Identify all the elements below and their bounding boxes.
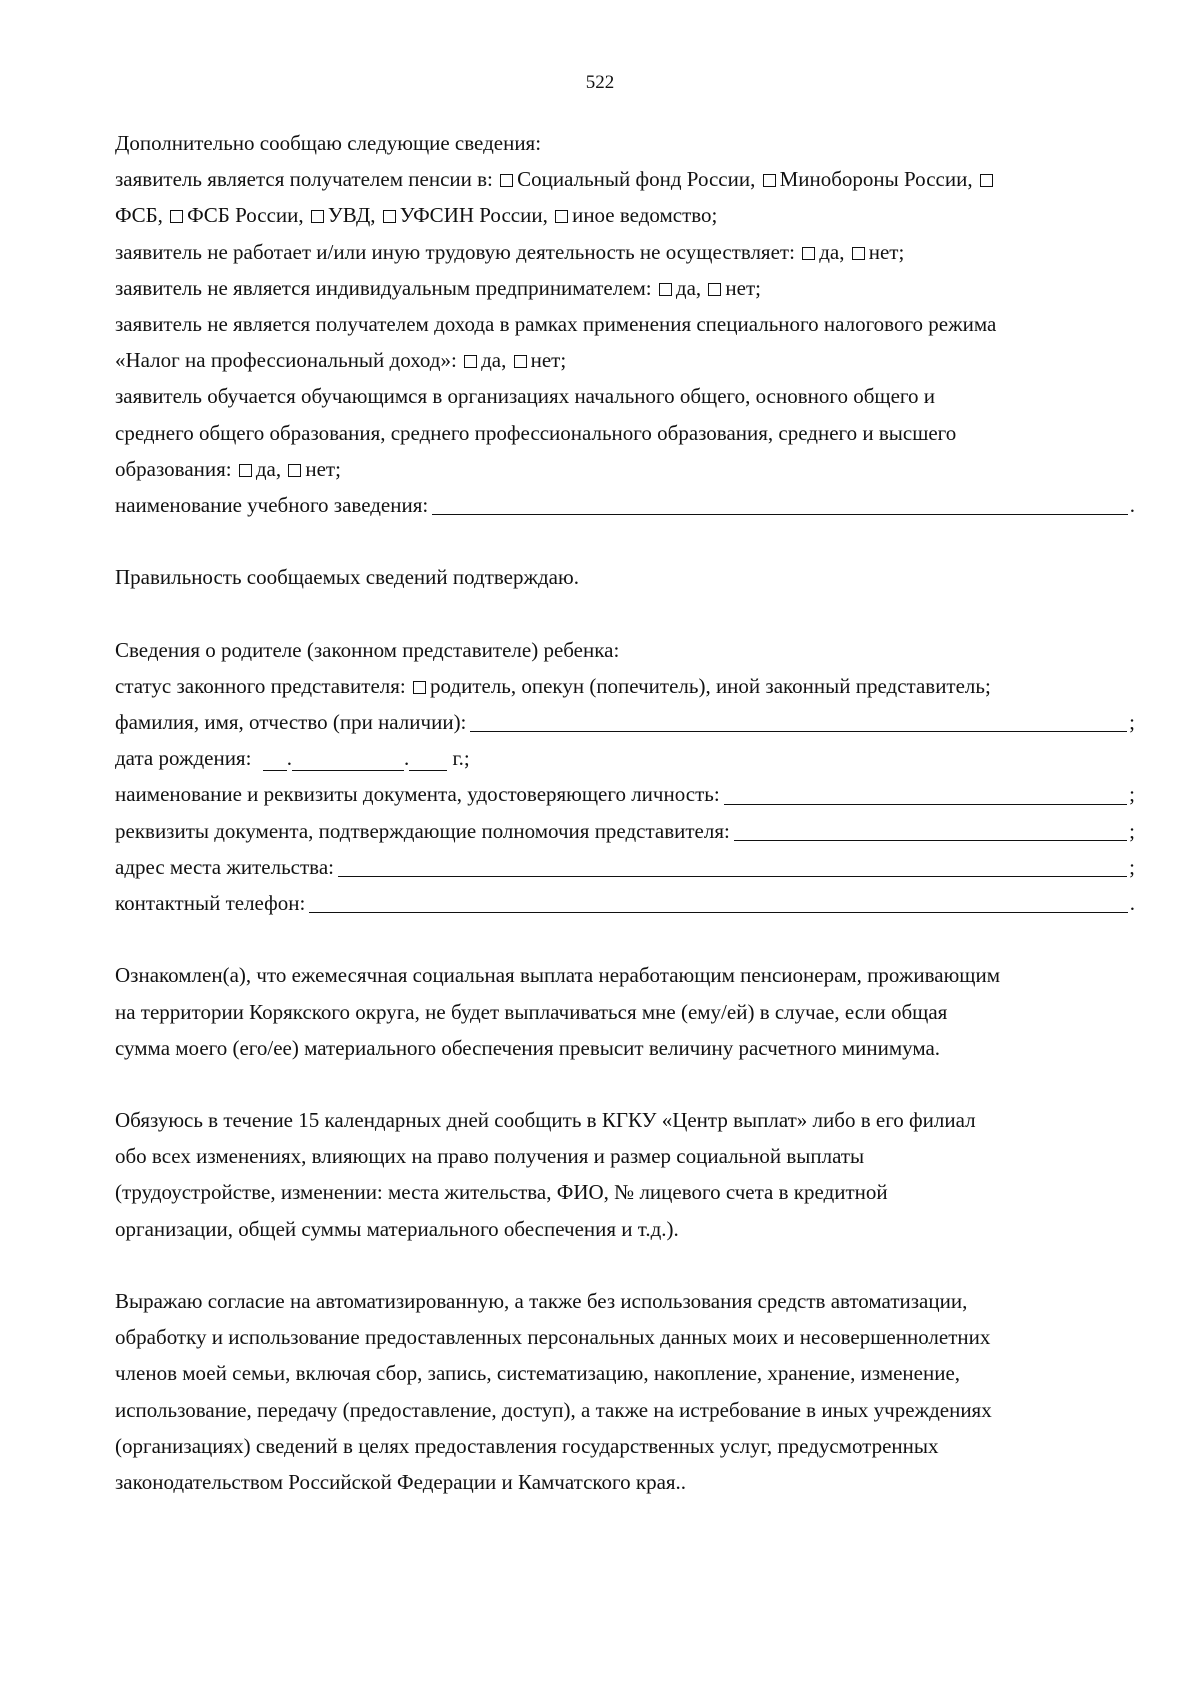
pension-line-2	[115, 197, 1135, 233]
yes-label: да,	[819, 239, 845, 264]
edu-line-3	[115, 451, 1135, 487]
parent-status-line	[115, 668, 1135, 704]
paragraph-line: Выражаю согласие на автоматизированную, а также без использования средств автоматизации,	[115, 1289, 968, 1313]
edu-line-2: среднего общего образования, среднего профессионального образования, среднего и высшего	[115, 420, 957, 445]
school-name-label: наименование учебного заведения:	[115, 492, 429, 517]
parent-phone-label: контактный телефон:	[115, 890, 306, 915]
yes-label: да,	[675, 275, 702, 300]
paragraph-line: (трудоустройстве, изменении: места жительства, ФИО, № лицевого счета в кредитной	[115, 1180, 888, 1205]
npd-label: «Налог на профессиональный доход»:	[115, 348, 457, 373]
parent-fio-line	[115, 704, 1135, 740]
checkbox-edu-yes[interactable]	[239, 464, 252, 477]
paragraph-line: организации, общей суммы материального обеспечения и т.д.).	[115, 1216, 679, 1241]
spacer	[115, 595, 1135, 631]
pension-option-other: иное ведомство;	[572, 203, 718, 228]
paragraph-line: обработку и использование предоставленных персональных данных моих и несовершеннолетних	[115, 1325, 991, 1350]
parent-fio-label: фамилия, имя, отчество (при наличии):	[115, 710, 467, 734]
page-number: 522	[585, 72, 615, 93]
additional-heading: Дополнительно сообщаю следующие сведения:	[115, 131, 542, 155]
period: .	[1129, 890, 1135, 915]
npd-line-2	[115, 342, 1135, 378]
parent-status-options: родитель, опекун (попечитель), иной законный представитель;	[430, 673, 991, 698]
parent-authority-doc-line	[115, 813, 1135, 849]
yes-label: да,	[481, 348, 507, 373]
parent-birth-label: дата рождения:	[115, 746, 252, 771]
checkbox-not-ip-no[interactable]	[708, 283, 721, 296]
checkbox-other-agency[interactable]	[555, 210, 568, 223]
end-period: .	[1129, 492, 1135, 517]
checkbox-social-fund[interactable]	[500, 174, 513, 187]
checkbox-parent-status[interactable]	[413, 681, 426, 694]
consent-paragraph	[115, 1283, 1135, 1500]
parent-address-label: адрес места жительства:	[115, 854, 334, 879]
pension-option-social-fund: Социальный фонд России,	[517, 167, 756, 192]
parent-authority-doc-field[interactable]	[734, 839, 1127, 841]
pension-line-1	[115, 161, 1135, 197]
yes-label: да,	[255, 456, 282, 481]
parent-id-doc-label: наименование и реквизиты документа, удостоверяющего личность:	[115, 782, 720, 807]
checkbox-fsb-russia[interactable]	[170, 210, 183, 223]
checkbox-fsb[interactable]	[980, 174, 993, 187]
parent-birth-line: дата рождения: . . г.;	[115, 746, 470, 771]
not-working-line	[115, 234, 1135, 270]
paragraph-line: законодательством Российской Федерации и Камчатского края..	[115, 1469, 687, 1494]
pension-option-minoborony: Минобороны России,	[779, 167, 973, 192]
checkbox-npd-no[interactable]	[514, 355, 527, 368]
not-ip-label: заявитель не является индивидуальным предпринимателем:	[115, 275, 652, 300]
birth-day-field[interactable]	[263, 750, 287, 771]
parent-phone-field[interactable]	[309, 911, 1127, 913]
npd-line-1: заявитель не является получателем дохода в рамках применения специального налогового режима	[115, 311, 997, 336]
semicolon: ;	[1129, 710, 1135, 734]
paragraph-line: на территории Корякского округа, не будет выплачиваться мне (ему/ей) в случае, если общая	[115, 999, 948, 1024]
checkbox-ufsin[interactable]	[383, 210, 396, 223]
pension-option-uvd: УВД,	[327, 203, 376, 228]
paragraph-line: Ознакомлен(а), что ежемесячная социальная выплата неработающим пенсионерам, проживающим	[115, 963, 1000, 988]
confirm-statement: Правильность сообщаемых сведений подтверждаю.	[115, 565, 579, 590]
no-label: нет;	[305, 456, 341, 481]
paragraph-line: членов моей семьи, включая сбор, запись, систематизацию, накопление, хранение, изменение,	[115, 1361, 961, 1386]
parent-address-line	[115, 849, 1135, 885]
birth-month-field[interactable]	[292, 750, 404, 771]
parent-fio-field[interactable]	[470, 730, 1127, 732]
checkbox-uvd[interactable]	[311, 210, 324, 223]
school-name-line	[115, 487, 1135, 523]
no-label: нет;	[868, 239, 905, 264]
pension-option-ufsin: УФСИН России,	[399, 203, 548, 228]
semicolon: ;	[1129, 782, 1135, 807]
paragraph-line: (организациях) сведений в целях предоставления государственных услуг, предусмотренных	[115, 1433, 939, 1458]
checkbox-edu-no[interactable]	[288, 464, 301, 477]
pension-option-fsb: ФСБ,	[115, 203, 163, 228]
school-name-field[interactable]	[432, 513, 1128, 515]
checkbox-not-working-yes[interactable]	[802, 247, 815, 260]
not-working-label: заявитель не работает и/или иную трудовую деятельность не осуществляет:	[115, 239, 795, 264]
spacer	[115, 523, 1135, 559]
obligation-paragraph	[115, 1102, 1135, 1247]
parent-address-field[interactable]	[338, 875, 1127, 877]
parent-status-label: статус законного представителя:	[115, 673, 406, 698]
spacer	[115, 1066, 1135, 1102]
parent-authority-doc-label: реквизиты документа, подтверждающие полномочия представителя:	[115, 818, 730, 843]
birth-year-field[interactable]	[409, 750, 447, 771]
no-label: нет;	[725, 275, 761, 300]
checkbox-not-ip-yes[interactable]	[659, 283, 672, 296]
semicolon: ;	[1129, 818, 1135, 843]
document-body	[115, 125, 1135, 1500]
paragraph-line: Обязуюсь в течение 15 календарных дней сообщить в КГКУ «Центр выплат» либо в его филиал	[115, 1108, 976, 1133]
no-label: нет;	[530, 348, 567, 373]
pension-option-fsb-russia: ФСБ России,	[187, 203, 304, 228]
not-ip-line	[115, 270, 1135, 306]
parent-phone-line	[115, 885, 1135, 921]
paragraph-line: сумма моего (его/ее) материального обеспечения превысит величину расчетного минимума.	[115, 1035, 941, 1060]
parent-id-doc-field[interactable]	[724, 803, 1128, 805]
parent-id-doc-line	[115, 776, 1135, 812]
edu-label: образования:	[115, 456, 232, 481]
acknowledged-paragraph	[115, 957, 1135, 1066]
edu-line-1: заявитель обучается обучающимся в организациях начального общего, основного общего и	[115, 384, 935, 409]
birth-year-suffix: г.;	[452, 746, 470, 771]
paragraph-line: использование, передачу (предоставление, доступ), а также на истребование в иных учреждениях	[115, 1397, 992, 1422]
semicolon: ;	[1129, 854, 1135, 879]
spacer	[115, 1247, 1135, 1283]
spacer	[115, 921, 1135, 957]
paragraph-line: обо всех изменениях, влияющих на право получения и размер социальной выплаты	[115, 1144, 865, 1169]
checkbox-minoborony[interactable]	[763, 174, 776, 187]
pension-prefix: заявитель является получателем пенсии в:	[115, 167, 493, 192]
parent-heading: Сведения о родителе (законном представителе) ребенка:	[115, 637, 620, 662]
checkbox-not-working-no[interactable]	[852, 247, 865, 260]
checkbox-npd-yes[interactable]	[464, 355, 477, 368]
